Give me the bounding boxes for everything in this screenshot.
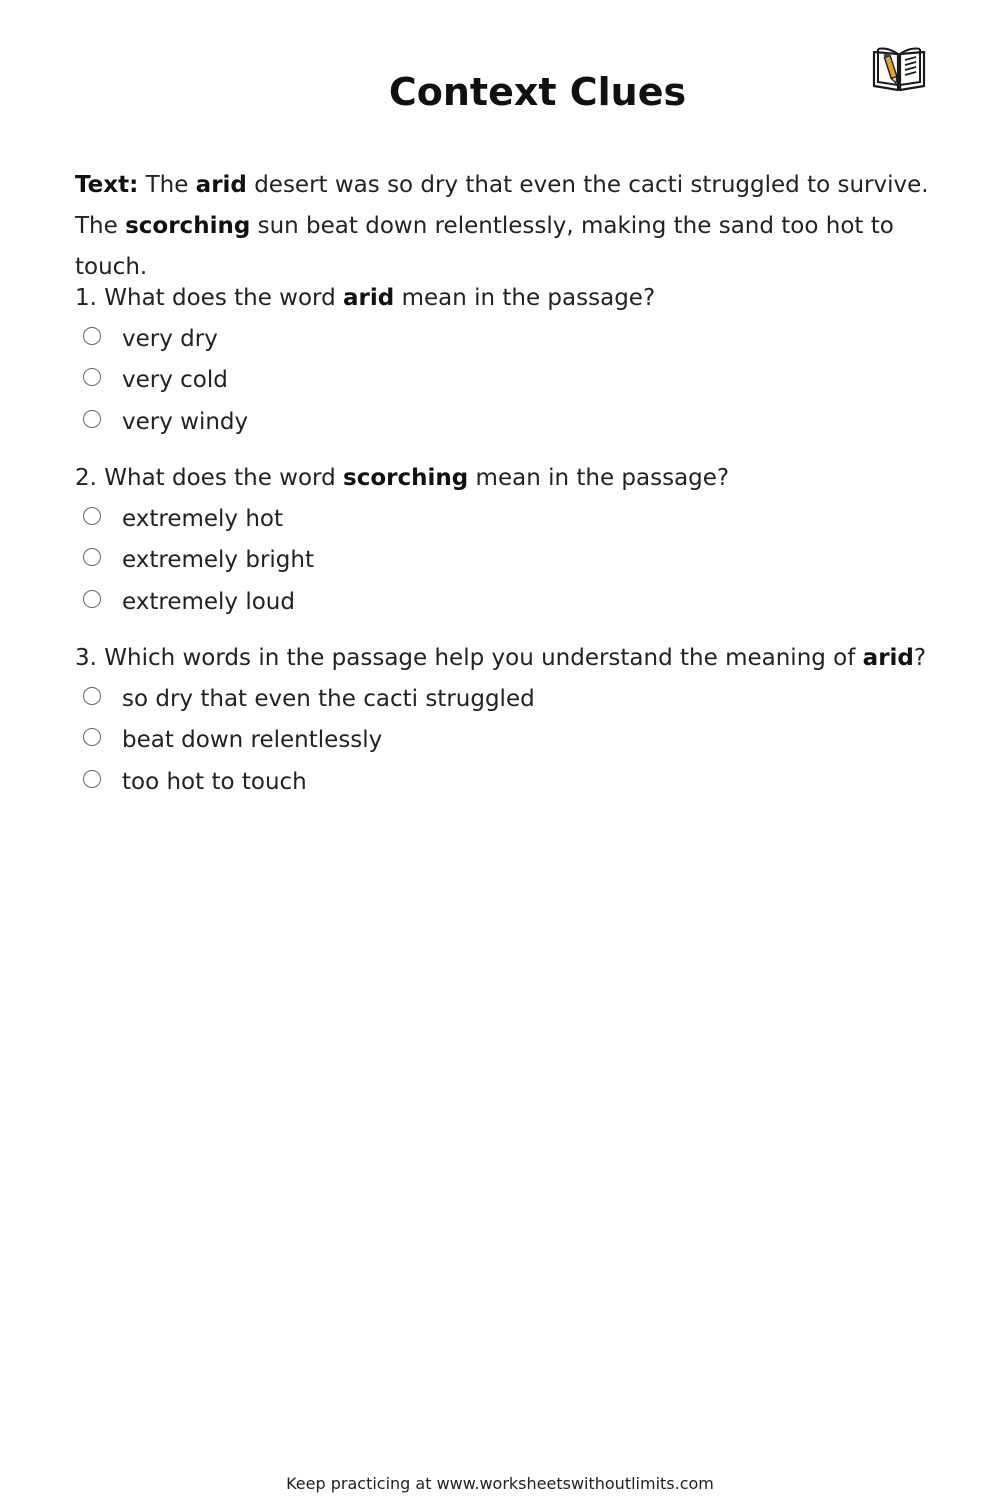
question-1 bbox=[75, 282, 955, 443]
radio-button[interactable] bbox=[83, 368, 101, 386]
option-label: too hot to touch bbox=[122, 768, 307, 795]
passage-text: sun beat down relentlessly, making the sand too hot to touch. bbox=[75, 213, 894, 280]
question-keyword: arid bbox=[343, 285, 395, 311]
answer-option[interactable] bbox=[75, 401, 955, 443]
answer-option[interactable] bbox=[75, 498, 955, 540]
passage-label: Text: bbox=[75, 172, 139, 198]
answer-option[interactable] bbox=[75, 318, 955, 360]
question-3 bbox=[75, 642, 955, 803]
answer-option[interactable] bbox=[75, 581, 955, 623]
option-label: extremely bright bbox=[122, 547, 314, 574]
answer-option[interactable] bbox=[75, 761, 955, 803]
radio-button[interactable] bbox=[83, 327, 101, 345]
vocab-word-scorching: scorching bbox=[125, 213, 251, 239]
open-book-pencil-icon bbox=[871, 44, 927, 94]
radio-button[interactable] bbox=[83, 410, 101, 428]
option-label: very dry bbox=[122, 325, 218, 352]
question-prompt: 3. Which words in the passage help you understand the meaning of arid? bbox=[75, 645, 927, 671]
vocab-word-arid: arid bbox=[195, 172, 247, 198]
radio-button[interactable] bbox=[83, 770, 101, 788]
question-prompt: 1. What does the word arid mean in the passage? bbox=[75, 285, 656, 311]
option-label: extremely loud bbox=[122, 588, 295, 615]
option-label: so dry that even the cacti struggled bbox=[122, 685, 535, 712]
answer-option[interactable] bbox=[75, 360, 955, 402]
footer-text: Keep practicing at www.worksheetswithoutlimits.com bbox=[286, 1474, 714, 1493]
radio-button[interactable] bbox=[83, 728, 101, 746]
question-keyword: arid bbox=[862, 645, 914, 671]
answer-option[interactable] bbox=[75, 678, 955, 720]
radio-button[interactable] bbox=[83, 590, 101, 608]
option-label: beat down relentlessly bbox=[122, 727, 383, 754]
radio-button[interactable] bbox=[83, 548, 101, 566]
page-title: Context Clues bbox=[388, 70, 687, 114]
option-label: extremely hot bbox=[122, 505, 284, 532]
question-keyword: scorching bbox=[343, 465, 469, 491]
answer-option[interactable] bbox=[75, 720, 955, 762]
answer-option[interactable] bbox=[75, 540, 955, 582]
radio-button[interactable] bbox=[83, 507, 101, 525]
option-label: very windy bbox=[122, 408, 249, 435]
passage-text: desert was so dry that even the cacti struggled to survive. The bbox=[75, 172, 929, 239]
reading-passage bbox=[75, 165, 935, 288]
radio-button[interactable] bbox=[83, 687, 101, 705]
option-label: very cold bbox=[122, 367, 228, 394]
question-2 bbox=[75, 462, 955, 623]
question-prompt: 2. What does the word scorching mean in the passage? bbox=[75, 465, 730, 491]
passage-text: The bbox=[145, 172, 189, 198]
